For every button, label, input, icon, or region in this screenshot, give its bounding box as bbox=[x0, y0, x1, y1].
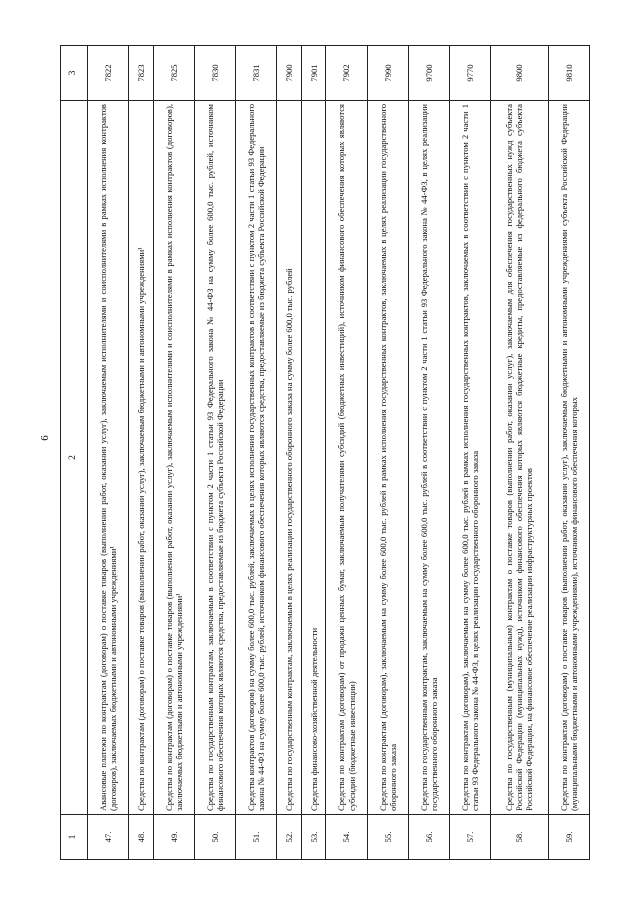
row-description: Средства по контрактам (договорам) о поставке товаров (выполнении работ, оказании услуг), заключаемым бюджетными и автономными учреждениями¹ bbox=[129, 101, 154, 815]
table-row bbox=[326, 46, 367, 860]
table-row bbox=[277, 46, 302, 860]
row-number: 54. bbox=[326, 815, 367, 860]
row-description: Средства по контрактам (договорам), заключаемым на сумму более 600,0 тыс. рублей в рамках исполнения государственных контрактов, заключаемых в соответствии с пунктом 2 части 1 статьи 93 Федерального закона № 44-ФЗ, в целях реализации государственного оборонного заказа bbox=[449, 101, 490, 815]
row-description: Средства по контрактам (договорам), заключаемым на сумму более 600,0 тыс. рублей в рамках исполнения государственных контрактов, заключаемых в целях реализации государственного оборонного заказа bbox=[367, 101, 408, 815]
table-row bbox=[408, 46, 449, 860]
row-description: Средства финансово-хозяйственной деятельности bbox=[301, 101, 326, 815]
table-row bbox=[194, 46, 235, 860]
row-number: 47. bbox=[88, 815, 129, 860]
page-number: 6 bbox=[38, 435, 51, 441]
table-row bbox=[153, 46, 194, 860]
row-code: 7822 bbox=[88, 46, 129, 101]
row-number: 59. bbox=[548, 815, 589, 860]
codes-table bbox=[60, 45, 590, 860]
row-number: 58. bbox=[491, 815, 549, 860]
row-number: 50. bbox=[194, 815, 235, 860]
row-code: 9810 bbox=[548, 46, 589, 101]
row-code: 7823 bbox=[129, 46, 154, 101]
table-row bbox=[301, 46, 326, 860]
row-description: Средства по контрактам (договорам) о поставке товаров (выполнении работ, оказании услуг), заключаемым исполнителями и соисполнителями в рамках исполнения контрактов (договоров), заключаемых бюджетными и автономными учреждениями¹ bbox=[153, 101, 194, 815]
table-row bbox=[491, 46, 549, 860]
row-description: Средства по государственным контрактам, заключаемым на сумму более 600,0 тыс. рублей в соответствии с пунктом 2 части 1 статьи 93 Федерального закона № 44-ФЗ, в целях реализации государственного оборонного заказа bbox=[408, 101, 449, 815]
row-number: 52. bbox=[277, 815, 302, 860]
row-number: 51. bbox=[236, 815, 277, 860]
header-col-3: 3 bbox=[61, 46, 88, 101]
row-description: Средства по контрактам (договорам) от продажи ценных бумаг, заключаемым получателями субсидий (бюджетных инвестиций), источником финансового обеспечения которых являются субсидии (бюджетные инвестиции) bbox=[326, 101, 367, 815]
row-code: 7900 bbox=[277, 46, 302, 101]
table-row bbox=[129, 46, 154, 860]
row-number: 53. bbox=[301, 815, 326, 860]
header-col-1: 1 bbox=[61, 815, 88, 860]
table-header-row bbox=[61, 46, 88, 860]
table-row bbox=[548, 46, 589, 860]
row-description: Средства по государственным контрактам, заключаемым в соответствии с пунктом 2 части 1 статьи 93 Федерального закона № 44-ФЗ на сумму более 600,0 тыс. рублей, источником финансового обеспечения которых являются средства, предоставляемые из бюджета субъекта Российской Федерации bbox=[194, 101, 235, 815]
row-code: 7902 bbox=[326, 46, 367, 101]
row-number: 49. bbox=[153, 815, 194, 860]
row-number: 48. bbox=[129, 815, 154, 860]
row-code: 9770 bbox=[449, 46, 490, 101]
table-row bbox=[88, 46, 129, 860]
row-code: 7990 bbox=[367, 46, 408, 101]
row-description: Авансовые платежи по контрактам (договорам) о поставке товаров (выполнении работ, оказании услуг), заключаемым исполнителями и соисполнителями в рамках исполнения контрактов (договоров), заключаемых бюджетными и автономными учреждениями¹ bbox=[88, 101, 129, 815]
row-number: 57. bbox=[449, 815, 490, 860]
table-row bbox=[449, 46, 490, 860]
row-code: 9700 bbox=[408, 46, 449, 101]
table-row bbox=[236, 46, 277, 860]
row-code: 7825 bbox=[153, 46, 194, 101]
row-code: 7901 bbox=[301, 46, 326, 101]
row-description: Средства по государственным контрактам, заключаемым в целях реализации государственного оборонного заказа на сумму более 600,0 тыс. рублей bbox=[277, 101, 302, 815]
row-description: Средства контрактов (договоров) на сумму более 600,0 тыс. рублей, заключаемых в целях исполнения государственных контрактов в соответствии с пунктом 2 части 1 статьи 93 Федерального закона № 44-ФЗ на сумму более 600,0 тыс. рублей, источником финансового обеспечения которых являются средства, предоставляемые из бюджета субъекта Российской Федерации bbox=[236, 101, 277, 815]
table-row bbox=[367, 46, 408, 860]
row-description: Средства по государственным (муниципальным) контрактам о поставке товаров (выполнении работ, оказании услуг), заключаемым для обеспечения государственных нужд субъекта Российской Федерации (муниципальных нужд), источником финансового обеспечения которых являются бюджетные кредиты, предоставляемые из федерального бюджета субъекта Российской Федерации, на финансовое обеспечение реализации инфраструктурных проектов bbox=[491, 101, 549, 815]
row-number: 55. bbox=[367, 815, 408, 860]
row-code: 9800 bbox=[491, 46, 549, 101]
rotated-table-container bbox=[60, 45, 590, 860]
header-col-2: 2 bbox=[61, 101, 88, 815]
row-code: 7831 bbox=[236, 46, 277, 101]
row-number: 56. bbox=[408, 815, 449, 860]
row-code: 7830 bbox=[194, 46, 235, 101]
row-description: Средства по контрактам (договорам) о поставке товаров (выполнении работ, оказании услуг), заключаемым бюджетными и автономными учреждениями субъекта Российской Федерации (муниципальными бюджетными и автономными учреждениями), источником финансового обеспечения которых bbox=[548, 101, 589, 815]
